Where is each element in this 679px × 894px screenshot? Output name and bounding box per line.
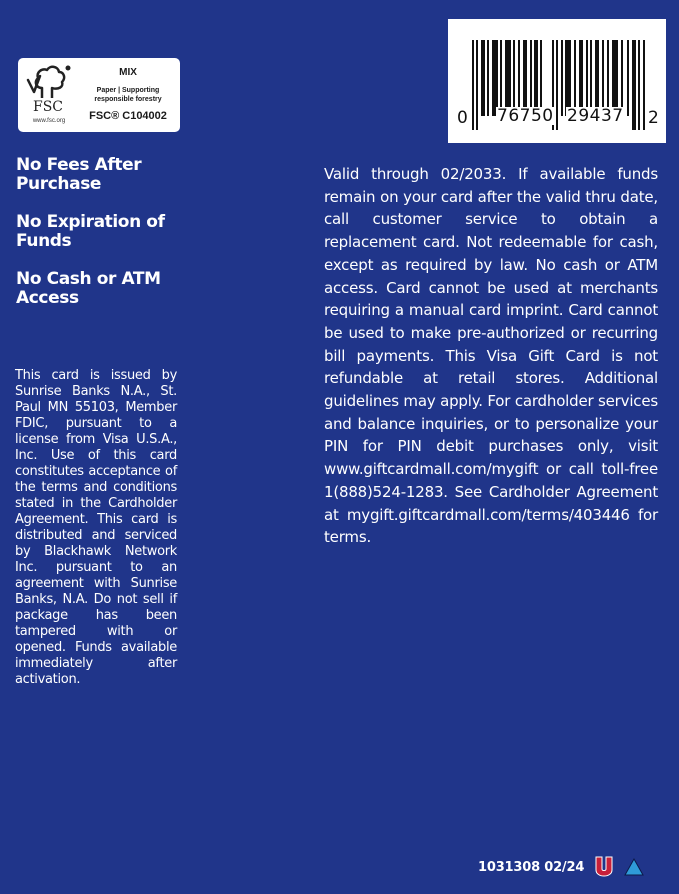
fsc-description-line2: responsible forestry xyxy=(94,96,162,103)
fsc-url: www.fsc.org xyxy=(32,118,66,124)
u-letter-icon xyxy=(594,856,614,878)
terms-and-conditions: Valid through 02/2033. If available funds remain on your card after the valid thru date, call customer service to obtain a replacement card. Not redeemable for cash, except as required by law. No cash or ATM access. Card cannot be used at merchants requiring a manual card imprint. Card cannot be used to make pre-authorized or recurring bill payments. This Visa Gift Card is not refundable at retail stores. Additional guidelines may apply. For cardholder services and balance inquiries, or to personalize your PIN for PIN debit purchases only, visit www.giftcardmall.com/mygift or call toll-free 1(888)524-1283. See Cardholder Agreement at mygift.giftcardmall.com/terms/403446 for terms. xyxy=(324,165,658,547)
feature-no-cash: No Cash or ATM Access xyxy=(16,269,161,308)
product-code: 1031308 02/24 xyxy=(478,859,585,875)
fsc-wordmark: FSC xyxy=(32,99,64,115)
fsc-certification-label xyxy=(18,58,180,132)
barcode-number-system-digit: 0 xyxy=(457,108,468,128)
fsc-certificate-code: FSC® C104002 xyxy=(89,110,167,122)
fsc-description-line1: Paper | Supporting xyxy=(96,87,160,94)
barcode-right-digits: 29437 xyxy=(567,106,624,126)
feature-no-fees: No Fees After Purchase xyxy=(16,155,142,194)
feature-no-expiration: No Expiration of Funds xyxy=(16,212,165,251)
footer xyxy=(478,856,644,878)
fsc-description xyxy=(76,86,180,104)
issuer-disclosure: This card is issued by Sunrise Banks N.A., St. Paul MN 55103, Member FDIC, pursuant to a license from Visa U.S.A., Inc. Use of this card constitutes acceptance of the terms and conditions stated in the Cardholder Agreement. This card is distributed and serviced by Blackhawk Network Inc. pursuant to an agreement with Sunrise Banks, N.A. Do not sell if package has been tampered with or opened. Funds available immediately after activation. xyxy=(15,368,177,687)
triangle-icon xyxy=(624,858,644,876)
barcode-check-digit: 2 xyxy=(648,108,659,128)
barcode-left-digits: 76750 xyxy=(497,106,554,126)
upc-barcode xyxy=(448,19,666,143)
feature-list xyxy=(16,156,196,327)
fsc-mix-label: MIX xyxy=(119,67,137,78)
